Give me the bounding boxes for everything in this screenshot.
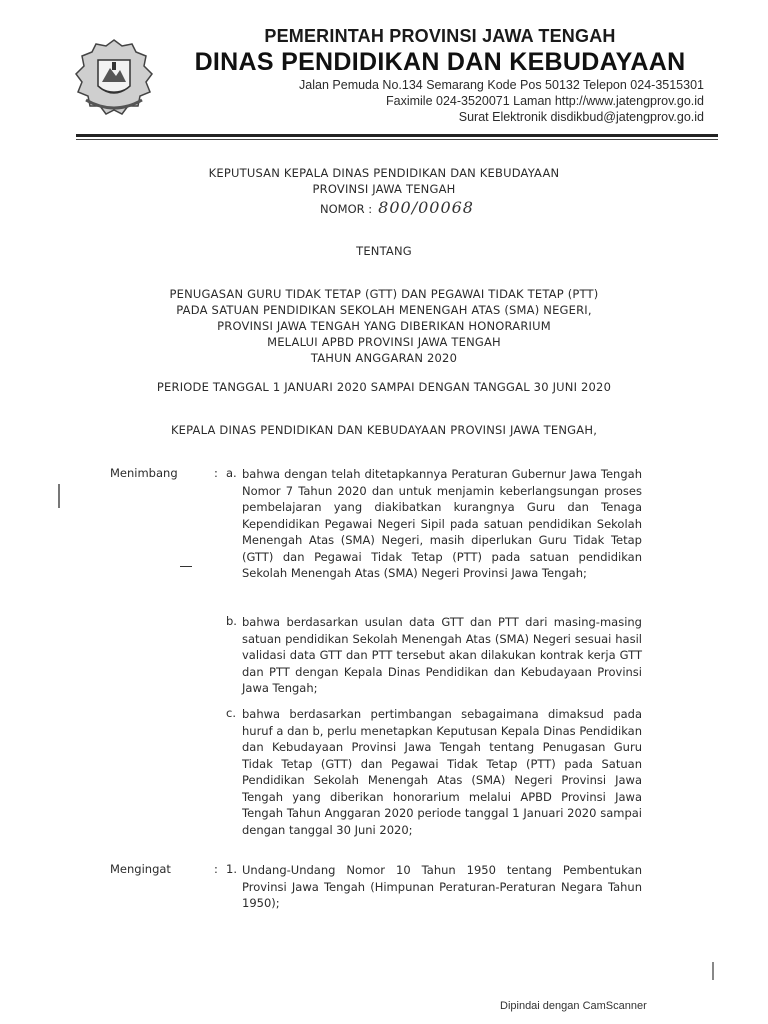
letterhead bbox=[160, 26, 720, 125]
camscanner-watermark: Dipindai dengan CamScanner bbox=[500, 1000, 647, 1012]
decree-title-line1: KEPUTUSAN KEPALA DINAS PENDIDIKAN DAN KEBUDAYAAN bbox=[208, 166, 560, 180]
item-marker: c. bbox=[226, 706, 236, 720]
email-line: Surat Elektronik disdikbud@jatengprov.go.id bbox=[458, 110, 704, 124]
letterhead-rule-thick bbox=[76, 134, 718, 137]
decree-number-label: NOMOR : bbox=[320, 202, 373, 216]
subject-line: PENUGASAN GURU TIDAK TETAP (GTT) DAN PEGAWAI TIDAK TETAP (PTT) bbox=[169, 287, 599, 301]
mengingat-item-1: Undang-Undang Nomor 10 Tahun 1950 tentang Pembentukan Provinsi Jawa Tengah (Himpunan Peraturan-Peraturan Negara Tahun 1950); bbox=[242, 863, 642, 910]
fax-website-line: Faximile 024-3520071 Laman http://www.jatengprov.go.id bbox=[385, 94, 704, 108]
issuer-line: KEPALA DINAS PENDIDIKAN DAN KEBUDAYAAN PROVINSI JAWA TENGAH, bbox=[170, 423, 598, 437]
menimbang-item-c: bahwa berdasarkan pertimbangan sebagaimana dimaksud pada huruf a dan b, perlu menetapkan Keputusan Kepala Dinas Pendidikan dan Kebudayaan Provinsi Jawa Tengah tentang Penugasan Guru Tidak Tetap (GTT) dan Pegawai Tidak Tetap (PTT) pada Satuan Pendidikan Sekolah Menengah Atas (SMA) Negeri Provinsi Jawa Tengah yang diberikan honorarium melalui APBD Provinsi Jawa Tengah Tahun Anggaran 2020 periode tanggal 1 Januari 2020 sampai dengan tanggal 30 Juni 2020; bbox=[242, 707, 642, 837]
mengingat-label: Mengingat bbox=[110, 862, 171, 876]
subject-line: PROVINSI JAWA TENGAH YANG DIBERIKAN HONORARIUM bbox=[217, 319, 551, 333]
department-name: DINAS PENDIDIKAN DAN KEBUDAYAAN bbox=[194, 48, 686, 76]
menimbang-label: Menimbang bbox=[110, 466, 178, 480]
subject-line: TAHUN ANGGARAN 2020 bbox=[310, 351, 458, 365]
subject-line: MELALUI APBD PROVINSI JAWA TENGAH bbox=[267, 335, 501, 349]
item-marker: a. bbox=[226, 466, 237, 480]
menimbang-item-b: bahwa berdasarkan usulan data GTT dan PTT dari masing-masing satuan pendidikan Sekolah Menengah Atas (SMA) Negeri sesuai hasil validasi data GTT dan PTT tersebut akan dilakukan kontrak kerja GTT dan PTT dengan Kepala Dinas Pendidikan dan Kebudayaan Provinsi Jawa Tengah; bbox=[242, 615, 642, 695]
menimbang-colon: : bbox=[214, 466, 218, 480]
scan-artifact bbox=[180, 566, 192, 567]
menimbang-item-a: bahwa dengan telah ditetapkannya Peraturan Gubernur Jawa Tengah Nomor 7 Tahun 2020 dan untuk menjamin keberlangsungan proses pembelajaran yang diakibatkan kurangnya Guru dan Tenaga Kependidikan Pegawai Negeri Sipil pada satuan pendidikan Sekolah Menengah Atas (SMA) Negeri, masih diperlukan Guru Tidak Tetap (GTT) dan Pegawai Tidak Tetap (PTT) pada satuan pendidikan Sekolah Menengah Atas (SMA) Negeri Provinsi Jawa Tengah; bbox=[242, 467, 642, 580]
letterhead-rule-thin bbox=[76, 139, 718, 140]
item-marker: 1. bbox=[226, 862, 237, 876]
scan-artifact bbox=[58, 484, 60, 508]
tentang-heading: TENTANG bbox=[356, 244, 412, 258]
subject-line: PADA SATUAN PENDIDIKAN SEKOLAH MENENGAH ATAS (SMA) NEGERI, bbox=[176, 303, 592, 317]
province-coat-of-arms-icon bbox=[72, 36, 156, 120]
decree-title-line2: PROVINSI JAWA TENGAH bbox=[312, 182, 456, 196]
scan-artifact bbox=[712, 962, 714, 980]
decree-number bbox=[320, 198, 474, 217]
period-line: PERIODE TANGGAL 1 JANUARI 2020 SAMPAI DENGAN TANGGAL 30 JUNI 2020 bbox=[156, 380, 612, 394]
government-name: PEMERINTAH PROVINSI JAWA TENGAH bbox=[264, 26, 616, 46]
mengingat-colon: : bbox=[214, 862, 218, 876]
decree-number-value: 800/00068 bbox=[378, 198, 474, 217]
item-marker: b. bbox=[226, 614, 237, 628]
address-line: Jalan Pemuda No.134 Semarang Kode Pos 50132 Telepon 024-3515301 bbox=[299, 78, 704, 92]
